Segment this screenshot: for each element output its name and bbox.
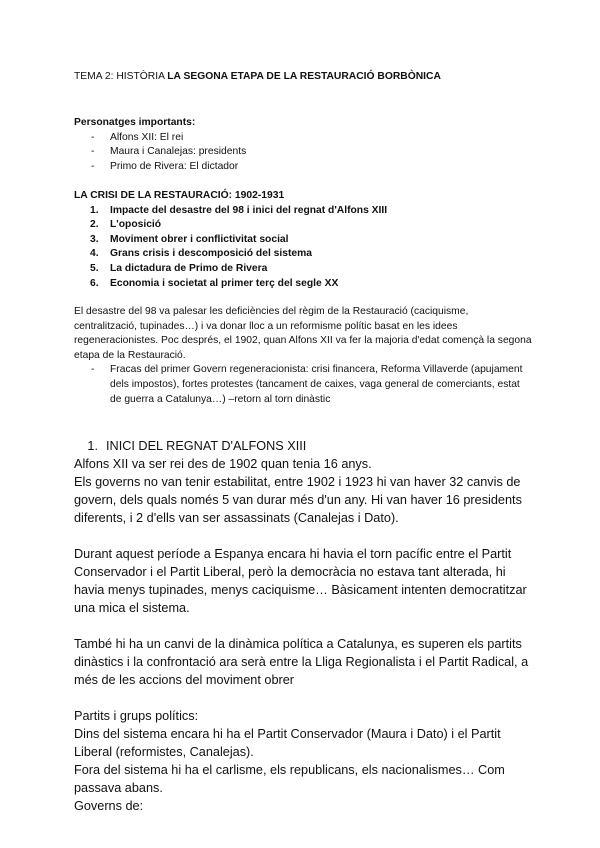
document-title — [74, 70, 534, 85]
section-1-heading: 1. INICI DEL REGNAT D'ALFONS XIII — [87, 439, 307, 453]
personatges-heading: Personatges importants: — [74, 117, 196, 128]
list-item: 6. Economia i societat al primer terç del segle XX — [90, 277, 339, 289]
paragraph: Els governs no van tenir estabilitat, entre 1902 i 1923 hi van haver 32 canvis de govern, dels quals només 5 van durar més d'un any. Hi van haver 16 presidents diferents, i 2 d'ells van ser assassinats (Canalejas i Dato). — [74, 475, 522, 525]
intro-paragraph: El desastre del 98 va palesar les deficiències del règim de la Restauració (caciquisme, centralització, tupinades…) i va donar lloc a un reformisme polític basat en les idees regeneracionistes. Poc després, el 1902, quan Alfons XII va fer la majoria d'edat començà la segona etapa de la Restauració. — [74, 306, 532, 361]
list-item: 2. L'oposició — [90, 219, 162, 231]
personatges-section — [74, 116, 534, 174]
paragraph: Dins del sistema encara hi ha el Partit Conservador (Maura i Dato) i el Partit Liberal (reformistes, Canalejas). — [74, 727, 501, 759]
intro-section — [74, 305, 534, 407]
paragraph: Partits i grups polítics: — [74, 709, 199, 723]
list-item: 1. Impacte del desastre del 98 i inici del regnat d'Alfons XIII — [90, 204, 388, 216]
personatges-list — [74, 131, 534, 175]
crisi-section — [74, 189, 534, 291]
paragraph: Alfons XII va ser rei des de 1902 quan tenia 16 anys. — [74, 457, 372, 471]
paragraph: Fora del sistema hi ha el carlisme, els republicans, els nacionalismes… Com passava abans. — [74, 763, 505, 795]
list-item: 3. Moviment obrer i conflictivitat social — [90, 233, 289, 245]
section-1 — [74, 437, 534, 815]
paragraph: També hi ha un canvi de la dinàmica política a Catalunya, es superen els partits dinàstics i la confrontació ara serà entre la Lliga Regionalista i el Partit Radical, a més de les accions del moviment obrer — [74, 637, 529, 687]
list-item: - Alfons XII: El rei — [74, 131, 534, 146]
list-item: - Maura i Canalejas: presidents — [74, 145, 534, 160]
paragraph: Durant aquest període a Espanya encara hi havia el torn pacífic entre el Partit Conservador i el Partit Liberal, però la democràcia no estava tant alterada, hi havia menys tupinades, menys caciquisme… Bàsicament intenten democratitzar una mica el sistema. — [74, 547, 527, 615]
list-item: 4. Grans crisis i descomposició del sistema — [90, 248, 313, 260]
list-item: 5. La dictadura de Primo de Rivera — [90, 262, 268, 274]
list-item: - Primo de Rivera: El dictador — [74, 160, 534, 175]
title-prefix: TEMA 2: HISTÒRIA — [74, 71, 168, 82]
list-item: - Fracas del primer Govern regeneracionista: crisi financera, Reforma Villaverde (apujament dels impostos), fortes protestes (tancament de caixes, vaga general de comerciants, estat de guerra a Catalunya…) –retorn al torn dinàstic — [74, 363, 534, 407]
crisi-heading: LA CRISI DE LA RESTAURACIÓ: 1902-1931 — [74, 190, 285, 201]
title-main: LA SEGONA ETAPA DE LA RESTAURACIÓ BORBÒNICA — [167, 71, 441, 82]
intro-list — [74, 363, 534, 407]
crisi-list — [74, 204, 534, 292]
paragraph: Governs de: — [74, 799, 144, 813]
